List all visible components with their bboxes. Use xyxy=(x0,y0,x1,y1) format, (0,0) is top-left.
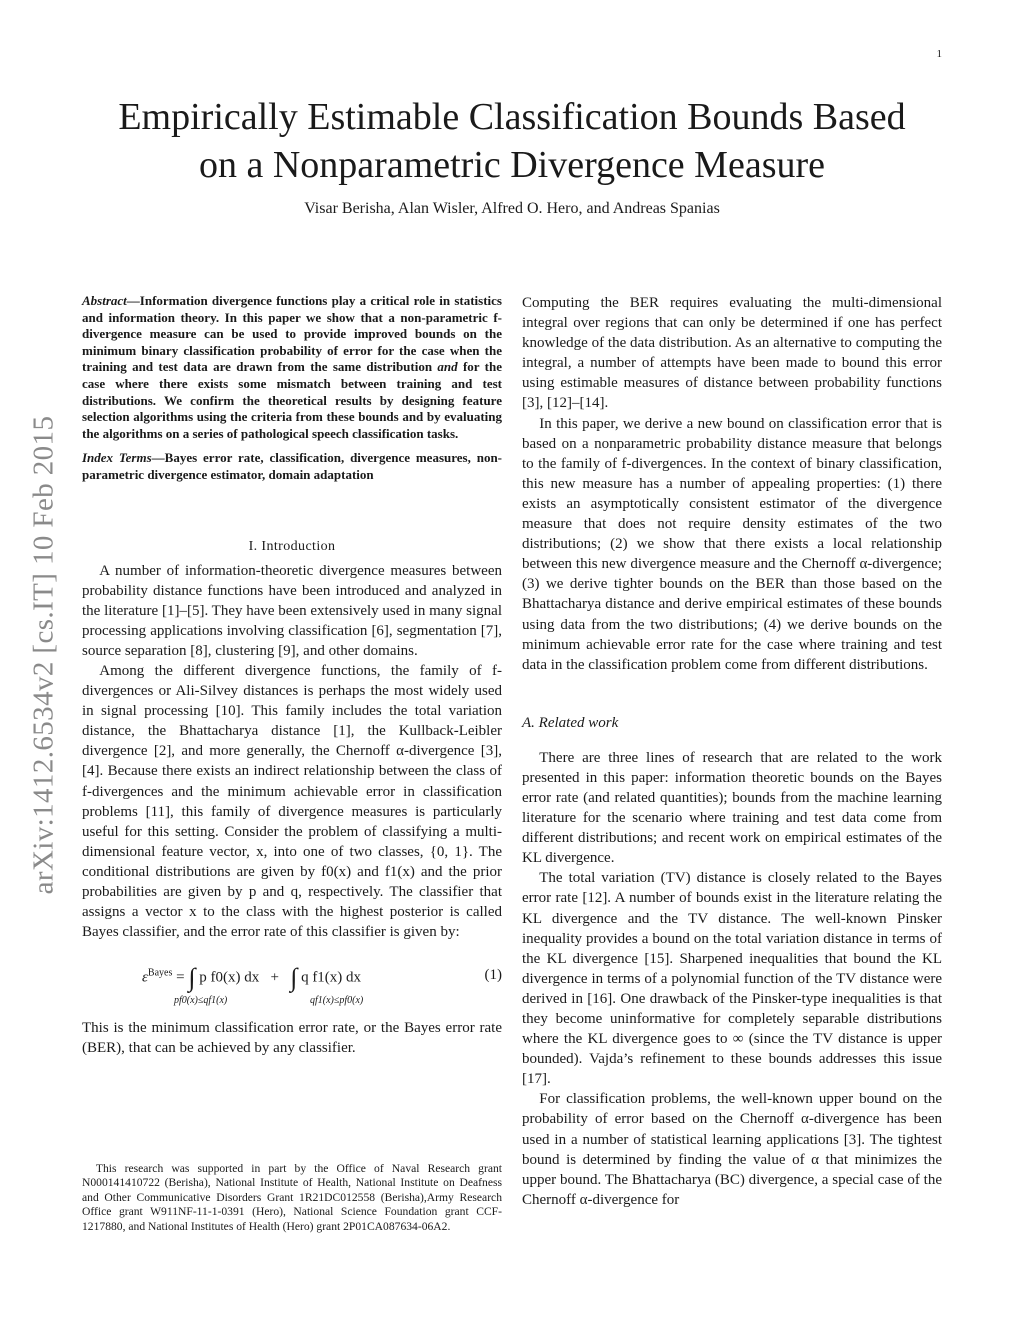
abstract-text-part-1: —Information divergence functions play a critical role in statistics and information theory. In this paper we show that a non-parametric f-divergence measure can be used to provide improved bounds on the minimum binary classification probability of error for the case when the training and test data are drawn from the same distribution xyxy=(82,293,502,375)
intro-paragraph-2: Among the different divergence functions, the family of f-divergences or Ali-Silvey distances is perhaps the most widely used in signal processing [10]. This family includes the total variation distance, the Bhattacharya distance [1], the Kullback-Leibler divergence [2], and more generally, the Chernoff α-divergence [3], [4]. Because there exists an indirect relationship between the class of f-divergences and the minimum achievable error in classification problems [11], this family of divergence measures is particularly useful for this setting. Consider the problem of classifying a multi-dimensional feature vector, x, into one of two classes, {0, 1}. The conditional distributions are given by f0(x) and f1(x) and the prior probabilities are given by p and q, respectively. The classifier that assigns a vector x to the class with the highest posterior is called Bayes classifier, and the error rate of this classifier is given by: xyxy=(82,663,502,941)
index-terms-text: —Bayes error rate, classification, divergence measures, non-parametric divergence estimator, domain adaptation xyxy=(82,450,503,482)
abstract-emphasis: and xyxy=(437,359,458,375)
index-terms xyxy=(82,450,502,483)
equation-lhs: ε xyxy=(142,969,148,986)
arxiv-identifier-stamp: arXiv:1412.6534v2 [cs.IT] 10 Feb 2015 xyxy=(27,415,60,895)
equation-bayes-error xyxy=(82,953,502,1011)
paper-title xyxy=(0,93,1024,189)
equation-plus: + xyxy=(270,969,279,986)
funding-footnote: This research was supported in part by the Office of Naval Research grant N000141410722 (Berisha), National Institute of Health, National Institute on Deafness and Other Communicative Disorders Grant 1R21DC012558 (Berisha),Army Research Office grant W911NF-11-1-0391 (Hero), National Science Foundation grant CCF-1217880, and National Institutes of Health (Hero) grant 2P01CA087634-06A2. xyxy=(82,1162,502,1233)
title-line-1: Empirically Estimable Classification Bounds Based xyxy=(118,96,906,138)
integral-sign-1: ∫ xyxy=(188,963,196,993)
abstract xyxy=(82,293,502,442)
related-work-paragraph-2: The total variation (TV) distance is closely related to the Bayes error rate [12]. A number of bounds exist in the literature relating the KL divergence and the TV distance. The well-known Pinsker inequality provides a bound on the total variation distance in terms of the KL divergence [15]. Sharpened inequalities that bound the KL divergence in terms of a polynomial function of the TV distance were derived in [16]. One drawback of the Pinsker-type inequalities is that they become uninformative for completely separable distributions where the KL divergence goes to ∞ (since the TV distance is upper bounded). Vajda’s refinement to these bounds addresses this issue [17]. xyxy=(522,870,942,1088)
equation-term-2: q f1(x) dx xyxy=(301,969,362,986)
integral-limit-1: pf0(x)≤qf1(x) xyxy=(174,995,228,1007)
integral-limit-2: qf1(x)≤pf0(x) xyxy=(310,995,364,1007)
intro-paragraph-1: A number of information-theoretic divergence measures between probability distance functions have been introduced and analyzed in the literature [1]–[5]. They have been extensively used in many signal processing applications involving classification [6], segmentation [7], source separation [8], clustering [9], and other domains. xyxy=(82,562,502,659)
right-paragraph-1: Computing the BER requires evaluating the multi-dimensional integral over regions that can only be determined if one has perfect knowledge of the data distribution. As an alternative to computing the integral, a number of attempts have been made to bound this error using estimable measures of distance between probability functions [3], [12]–[14]. xyxy=(522,295,942,412)
right-column xyxy=(522,293,942,1210)
title-line-2: on a Nonparametric Divergence Measure xyxy=(198,144,826,186)
equation-term-1: p f0(x) dx xyxy=(199,969,260,986)
related-work-paragraph-1: There are three lines of research that are related to the work presented in this paper: information theoretic bounds on the Bayes error rate (and related quantities); bounds from the machine learning literature for the scenario where training and test data come from different distributions; and recent work on empirical estimates of the KL divergence. xyxy=(522,749,942,867)
intro-after-equation: This is the minimum classification error rate, or the Bayes error rate (BER), that can be achieved by any classifier. xyxy=(82,1020,502,1057)
author-list: Visar Berisha, Alan Wisler, Alfred O. Hero, and Andreas Spanias xyxy=(304,200,720,217)
equation-number: (1) xyxy=(484,967,502,984)
equation-lhs-superscript: Bayes xyxy=(147,967,173,979)
page-number: 1 xyxy=(936,48,942,60)
equation-body: $\varepsilon^{Bayes}$ = ∫ p f0(x) dx + ∫ q f1(x) dx xyxy=(142,963,362,993)
integral-sign-2: ∫ xyxy=(290,963,298,993)
subsection-heading-related-work: A. Related work xyxy=(522,714,619,731)
section-heading-introduction: I. Introduction xyxy=(248,538,336,554)
abstract-lead: Abstract xyxy=(82,293,127,308)
index-terms-lead: Index Terms xyxy=(82,450,152,466)
left-column xyxy=(82,293,502,1059)
abstract-text-part-2: for the case where there exists some mismatch between training and test distributions. We confirm the theoretical results by designing feature selection algorithms using the criteria from these bounds and by evaluating the algorithms on a series of pathological speech classification tasks. xyxy=(82,359,502,441)
right-paragraph-2: In this paper, we derive a new bound on classification error that is based on a nonparametric probability distance measure that belongs to the family of f-divergences. In the context of binary classification, this new measure has a number of appealing properties: (1) there exists an asymptotically consistent estimator of the divergence measure that does not require density estimates of the two distributions; (2) we show that there exists a local relationship between this new divergence measure and the Chernoff α-divergence; (3) we derive tighter bounds on the BER than those based on the Bhattacharya distance and derive empirical estimates of these bounds using data from the two distributions; (4) we derive bounds on the minimum achievable error rate for the case where training and test data in the classification problem come from different distributions. xyxy=(522,415,942,673)
related-work-paragraph-3: For classification problems, the well-known upper bound on the probability of error based on the Chernoff α-divergence has been used in a number of statistical learning applications [3]. The tightest bound is determined by finding the value of α that minimizes the upper bound. The Bhattacharya (BC) divergence, a special case of the Chernoff α-divergence for xyxy=(522,1091,942,1208)
